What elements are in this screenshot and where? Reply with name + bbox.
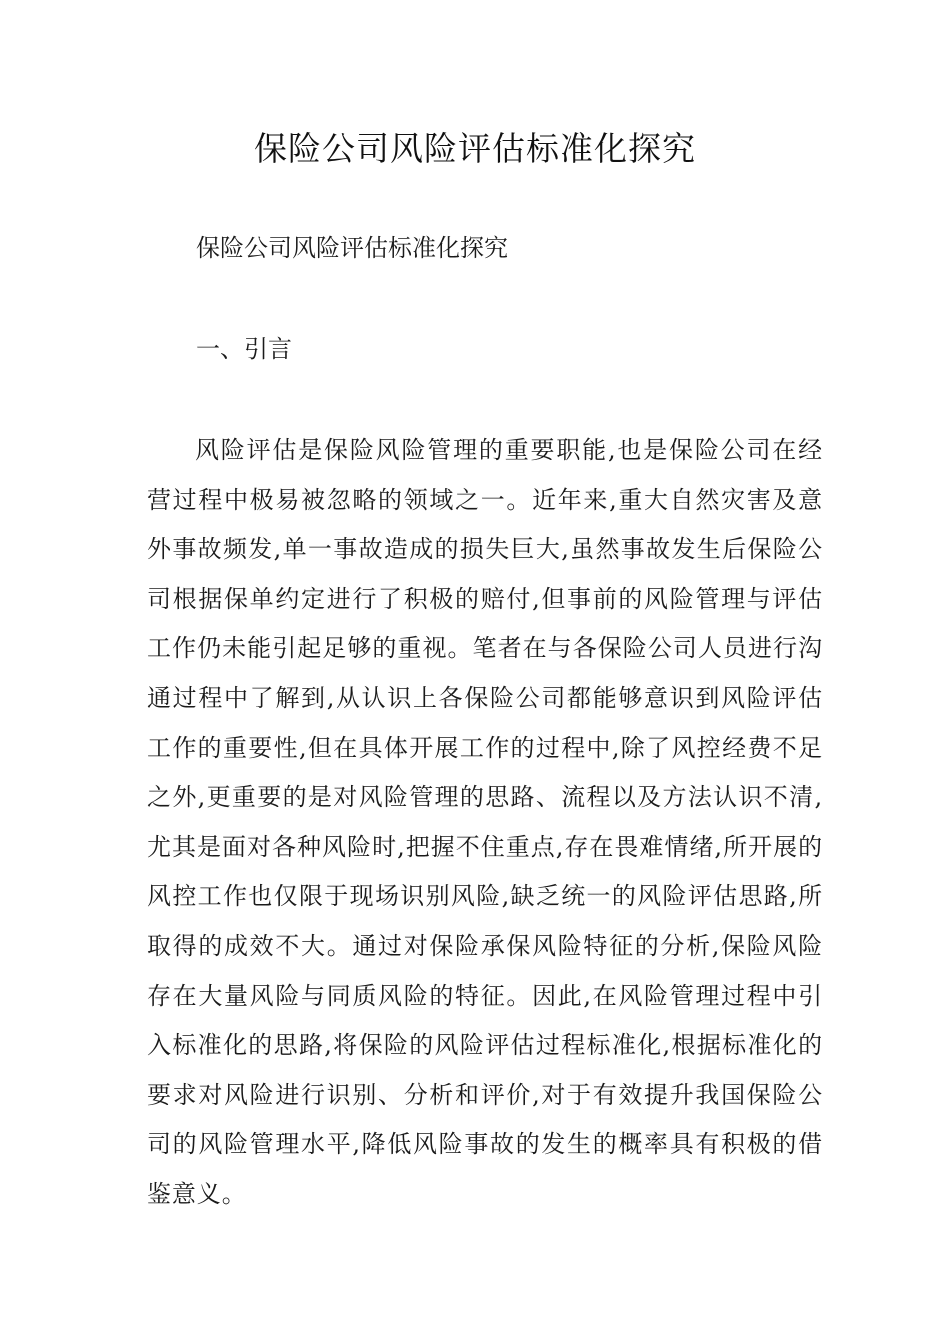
document-subtitle: 保险公司风险评估标准化探究 <box>196 234 508 262</box>
body-paragraph: 风险评估是保险风险管理的重要职能,也是保险公司在经营过程中极易被忽略的领域之一。近年来,重大自然灾害及意外事故频发,单一事故造成的损失巨大,虽然事故发生后保险公司根据保单约定进行了积极的赔付,但事前的风险管理与评估工作仍未能引起足够的重视。笔者在与各保险公司人员进行沟通过程中了解到,从认识上各保险公司都能够意识到风险评估工作的重要性,但在具体开展工作的过程中,除了风控经费不足之外,更重要的是对风险管理的思路、流程以及方法认识不清,尤其是面对各种风险时,把握不住重点,存在畏难情绪,所开展的风控工作也仅限于现场识别风险,缺乏统一的风险评估思路,所取得的成效不大。通过对保险承保风险特征的分析,保险风险存在大量风险与同质风险的特征。因此,在风险管理过程中引入标准化的思路,将保险的风险评估过程标准化,根据标准化的要求对风险进行识别、分析和评价,对于有效提升我国保险公司的风险管理水平,降低风险事故的发生的概率具有积极的借鉴意义。 <box>147 436 823 1208</box>
document-title: 保险公司风险评估标准化探究 <box>254 129 696 168</box>
section-heading: 一、引言 <box>196 335 292 363</box>
